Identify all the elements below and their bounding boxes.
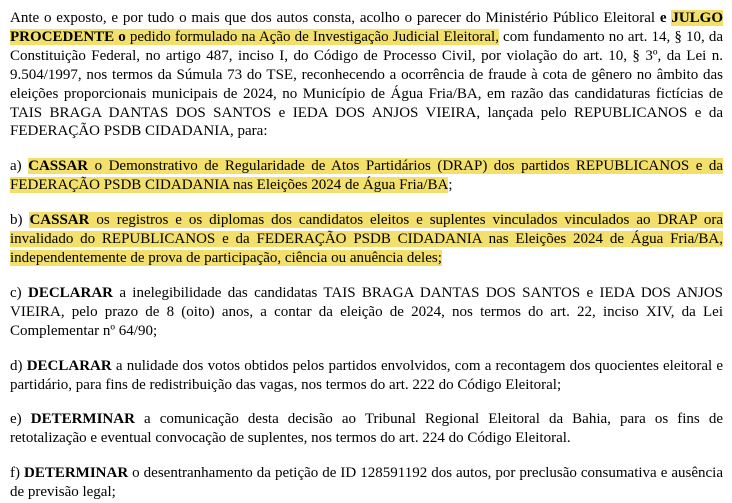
text-segment: os registros e os diplomas dos candidatos eleitos e suplentes vinculados vinculados ao DRAP ora invalidado do REPUBLICANOS e da FEDERAÇÃO PSDB CIDADANIA nas Eleições 2024 de Água Fria/BA, independentemente de prova de participação, ciência ou anuência deles;	[10, 212, 723, 266]
item-a	[10, 157, 723, 195]
text-segment: f)	[10, 465, 24, 482]
item-d	[10, 357, 723, 395]
text-segment: b)	[10, 212, 30, 229]
text-segment: DECLARAR	[27, 284, 113, 301]
text-segment: CASSAR	[28, 158, 89, 175]
text-segment: CASSAR	[29, 212, 90, 229]
text-segment: d)	[10, 357, 27, 374]
text-segment: JULGO PROCEDENTE o	[10, 10, 723, 45]
text-segment: Ante o exposto, e por tudo o mais que dos autos consta, acolho o parecer do Ministério Público Eleitoral	[10, 10, 660, 26]
text-segment: o Demonstrativo de Regularidade de Atos Partidários (DRAP) dos partidos REPUBLICANOS e da FEDERAÇÃO PSDB CIDADANIA nas Eleições 2024 de Água Fria/BA	[10, 158, 723, 194]
text-segment: DETERMINAR	[30, 411, 135, 428]
text-segment: a)	[10, 158, 29, 175]
text-segment: a inelegibilidade das candidatas TAIS BRAGA DANTAS DOS SANTOS e IEDA DOS ANJOS VIEIRA, pelo prazo de 8 (oito) anos, a contar da eleição de 2024, nos termos do art. 22, inciso XIV, da Lei Complementar nº 64/90;	[10, 284, 724, 339]
item-c	[10, 284, 723, 341]
text-segment: o desentranhamento da petição de ID 128591192 dos autos, por preclusão consumativa e ausência de previsão legal;	[10, 465, 724, 501]
text-segment: ;	[448, 177, 453, 194]
item-e	[10, 410, 723, 448]
text-segment: DECLARAR	[26, 357, 112, 374]
item-b	[10, 211, 723, 268]
text-segment: a comunicação desta decisão ao Tribunal Regional Eleitoral da Bahia, para os fins de retotalização e eventual convocação de suplentes, nos termos do art. 224 do Código Eleitoral.	[10, 411, 724, 447]
text-segment: DETERMINAR	[24, 465, 129, 482]
item-f	[10, 464, 723, 502]
text-segment: c)	[10, 284, 28, 301]
text-segment: e	[659, 10, 672, 26]
intro-paragraph	[10, 9, 723, 141]
document-body	[10, 9, 723, 502]
text-segment: e)	[10, 411, 31, 428]
text-segment: a nulidade dos votos obtidos pelos partidos envolvidos, com a recontagem dos quocientes eleitoral e partidário, para fins de redistribuição das vagas, nos termos do art. 222 do Código Eleitoral;	[10, 357, 723, 393]
text-segment: pedido formulado na Ação de Investigação Judicial Eleitoral,	[125, 28, 499, 45]
text-segment: com fundamento no art. 14, § 10, da Constituição Federal, no artigo 487, inciso I, do Código de Processo Civil, por violação do art. 10, § 3º, da Lei n. 9.504/1997, nos termos da Súmula 73 do TSE, reconhecendo a ocorrência de fraude à cota de gênero no âmbito das eleições proporcionais municipais de 2024, no Município de Água Fria/BA, em razão das candidaturas fictícias de TAIS BRAGA DANTAS DOS SANTOS e IEDA DOS ANJOS VIEIRA, lançada pelo REPUBLICANOS e da FEDERAÇÃO PSDB CIDADANIA, para:	[10, 28, 724, 140]
